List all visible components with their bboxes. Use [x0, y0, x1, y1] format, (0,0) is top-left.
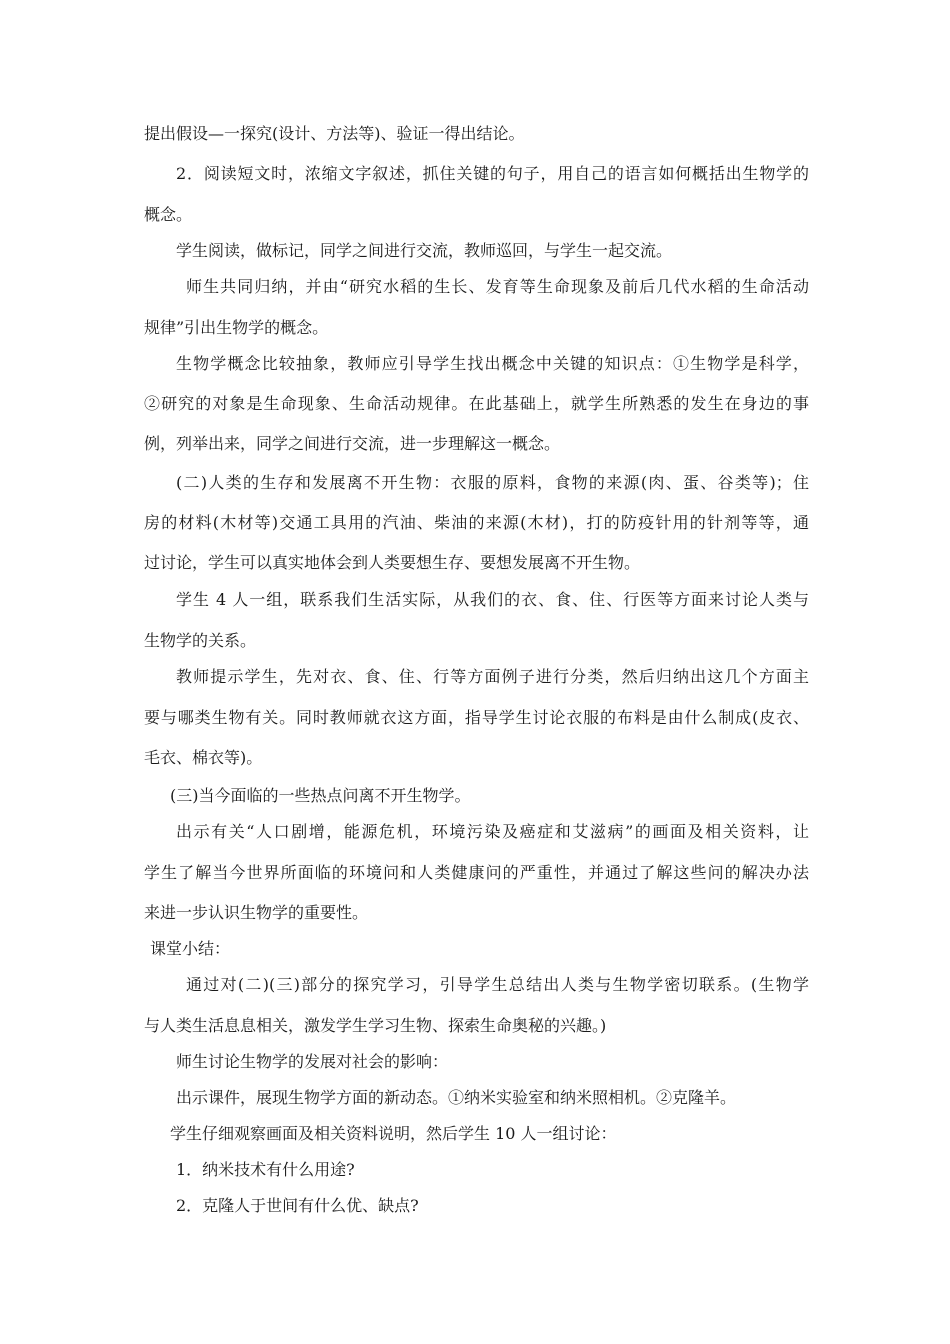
text-line: 学生了解当今世界所面临的环境问和人类健康问的严重性，并通过了解这些问的解决办法	[144, 863, 809, 882]
text-line: 来进一步认识生物学的重要性。	[144, 903, 369, 922]
text-line: (三)当今面临的一些热点问离不开生物学。	[170, 786, 471, 805]
text-line: 生物学的关系。	[144, 631, 257, 650]
text-line: 概念。	[144, 205, 193, 224]
question-item: 2．克隆人于世间有什么优、缺点?	[176, 1196, 419, 1215]
text-line: 规律”引出生物学的概念。	[144, 318, 329, 337]
text-line: 房的材料(木材等)交通工具用的汽油、柴油的来源(木材)，打的防疫针用的针剂等等，通	[144, 513, 809, 532]
text-line: 过讨论，学生可以真实地体会到人类要想生存、要想发展离不开生物。	[144, 553, 641, 572]
text-line: 学生阅读，做标记，同学之间进行交流，教师巡回，与学生一起交流。	[176, 241, 673, 260]
text-line: ②研究的对象是生命现象、生命活动规律。在此基础上，就学生所熟悉的发生在身边的事	[144, 394, 809, 413]
text-line: 2．阅读短文时，浓缩文字叙述，抓住关键的句子，用自己的语言如何概括出生物学的	[176, 164, 809, 183]
text-line: 学生仔细观察画面及相关资料说明，然后学生 10 人一组讨论：	[170, 1124, 617, 1143]
text-line: 与人类生活息息相关，激发学生学习生物、探索生命奥秘的兴趣。)	[144, 1016, 607, 1035]
text-line: 毛衣、棉衣等)。	[144, 748, 263, 767]
text-line: 学生 4 人一组，联系我们生活实际，从我们的衣、食、住、行医等方面来讨论人类与	[176, 590, 809, 609]
text-line: 提出假设—一探究(设计、方法等)、验证一得出结论。	[144, 124, 525, 143]
question-item: 1．纳米技术有什么用途?	[176, 1160, 355, 1179]
text-line: 出示有关“人口剧增，能源危机，环境污染及癌症和艾滋病”的画面及相关资料，让	[176, 822, 809, 841]
text-line: 师生共同归纳，并由“研究水稻的生长、发育等生命现象及前后几代水稻的生命活动	[186, 277, 809, 296]
text-line: 生物学概念比较抽象，教师应引导学生找出概念中关键的知识点：①生物学是科学，	[176, 354, 809, 373]
text-line: 例，列举出来，同学之间进行交流，进一步理解这一概念。	[144, 434, 561, 453]
text-line: 教师提示学生，先对衣、食、住、行等方面例子进行分类，然后归纳出这几个方面主	[176, 667, 809, 686]
text-line: 出示课件，展现生物学方面的新动态。①纳米实验室和纳米照相机。②克隆羊。	[176, 1088, 737, 1107]
text-line: 师生讨论生物学的发展对社会的影响：	[176, 1052, 449, 1071]
text-line: (二)人类的生存和发展离不开生物：衣服的原料，食物的来源(肉、蛋、谷类等)；住	[176, 473, 809, 492]
section-heading: 课堂小结：	[150, 939, 231, 958]
text-line: 要与哪类生物有关。同时教师就衣这方面，指导学生讨论衣服的布料是由什么制成(皮衣、	[144, 708, 809, 727]
text-line: 通过对(二)(三)部分的探究学习，引导学生总结出人类与生物学密切联系。(生物学	[186, 975, 809, 994]
